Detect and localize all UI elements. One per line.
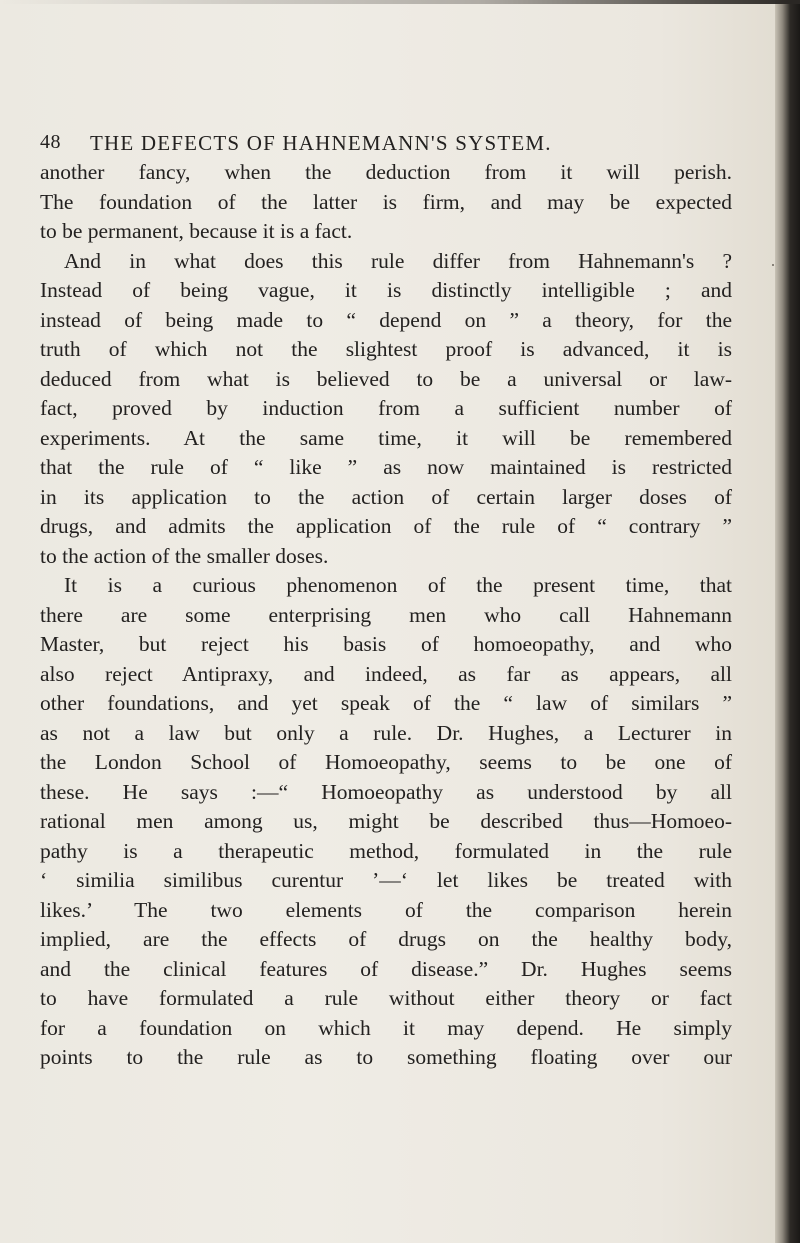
text-line: ‘ similia similibus curentur ’—‘ let likes be treated with xyxy=(40,868,732,892)
page-number: 48 xyxy=(40,131,61,153)
text-line: Instead of being vague, it is distinctly intelligible ; and xyxy=(40,278,732,302)
running-head: THE DEFECTS OF HAHNEMANN'S SYSTEM. xyxy=(90,131,552,155)
text-line: deduced from what is believed to be a universal or law- xyxy=(40,366,732,391)
text-line: also reject Antipraxy, and indeed, as far as appears, all xyxy=(40,661,732,686)
text-line: that the rule of “ like ” as now maintained is restricted xyxy=(40,455,732,479)
text-line: these. He says :—“ Homoeopathy as understood by all xyxy=(40,779,732,804)
text-line: as not a law but only a rule. Dr. Hughes, a Lecturer in xyxy=(40,720,732,745)
text-line: truth of which not the slightest proof is advanced, it is xyxy=(40,337,732,361)
top-edge-shadow xyxy=(0,0,800,4)
text-line: other foundations, and yet speak of the “ law of similars ” xyxy=(40,691,732,715)
text-line: likes.’ The two elements of the comparison herein xyxy=(40,897,732,922)
text-line: there are some enterprising men who call Hahnemann xyxy=(40,602,732,627)
text-line: The foundation of the latter is firm, and may be expected xyxy=(40,189,732,214)
text-line: points to the rule as to something floating over our xyxy=(40,1045,732,1069)
text-line: implied, are the effects of drugs on the healthy body, xyxy=(40,927,732,951)
text-line: drugs, and admits the application of the rule of “ contrary ” xyxy=(40,514,732,538)
text-line: the London School of Homoeopathy, seems to be one of xyxy=(40,750,732,774)
text-line: to have formulated a rule without either theory or fact xyxy=(40,986,732,1010)
text-line: for a foundation on which it may depend. He simply xyxy=(40,1015,732,1040)
page-edge-shadow xyxy=(775,0,800,1243)
text-line: in its application to the action of certain larger doses of xyxy=(40,484,732,509)
text-line: another fancy, when the deduction from it will perish. xyxy=(40,160,732,184)
text-line: experiments. At the same time, it will be remembered xyxy=(40,425,732,450)
text-line: fact, proved by induction from a sufficient number of xyxy=(40,396,732,420)
page-header xyxy=(40,131,740,161)
text-line: It is a curious phenomenon of the present time, that xyxy=(64,573,732,597)
text-line: Master, but reject his basis of homoeopathy, and who xyxy=(40,632,732,656)
text-line: rational men among us, might be described thus—Homoeo- xyxy=(40,809,732,833)
text-line: instead of being made to “ depend on ” a theory, for the xyxy=(40,307,732,332)
paper-speck xyxy=(772,264,774,266)
text-line: to be permanent, because it is a fact. xyxy=(40,219,353,243)
body-text xyxy=(40,158,732,1073)
text-line: to the action of the smaller doses. xyxy=(40,543,329,568)
text-line: pathy is a therapeutic method, formulated in the rule xyxy=(40,838,732,863)
text-line: And in what does this rule differ from Hahnemann's ? xyxy=(64,248,732,273)
text-line: and the clinical features of disease.” Dr. Hughes seems xyxy=(40,956,732,981)
